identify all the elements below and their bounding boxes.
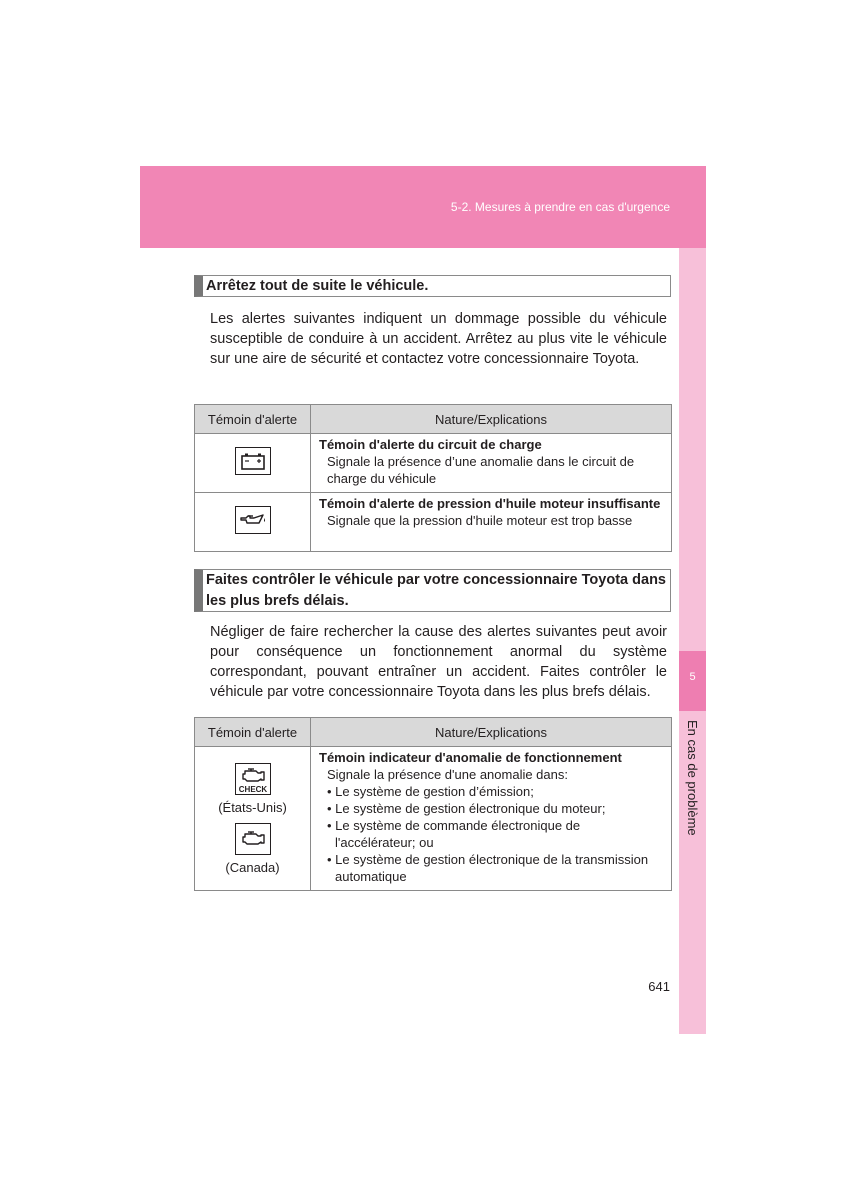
list-item-continuation: l'accélérateur; ou — [335, 835, 434, 850]
section1-heading: Arrêtez tout de suite le véhicule. — [194, 275, 671, 297]
table-header-row — [195, 718, 672, 747]
list-item: • Le système de commande électronique de — [327, 818, 581, 833]
column-header-explanation: Nature/Explications — [311, 718, 672, 747]
indicator-description: Signale que la pression d'huile moteur est trop basse — [327, 513, 633, 528]
explanation-cell — [311, 747, 672, 891]
header-band — [140, 166, 706, 248]
check-text: CHECK — [238, 785, 267, 794]
column-header-indicator: Témoin d'alerte — [195, 718, 311, 747]
indicator-title: Témoin d'alerte du circuit de charge — [319, 437, 542, 452]
section1-intro: Les alertes suivantes indiquent un dommage possible du véhicule susceptible de conduire à un accident. Arrêtez au plus vite le véhicule sur une aire de sécurité et contactez votre concessionnaire Toyota. — [210, 311, 667, 367]
table-row — [195, 434, 672, 493]
list-item: • Le système de gestion électronique du moteur; — [327, 801, 606, 816]
section2-heading: Faites contrôler le véhicule par votre concessionnaire Toyota dans les plus brefs délais. — [194, 569, 671, 612]
side-tab — [679, 248, 706, 1034]
section-title: 5-2. Mesures à prendre en cas d'urgence — [450, 200, 670, 214]
indicator-title: Témoin indicateur d'anomalie de fonctionnement — [319, 750, 622, 765]
indicator-cell — [195, 747, 311, 891]
list-item: • Le système de gestion électronique de la transmission — [327, 852, 649, 867]
section1-warning-table — [194, 404, 672, 552]
battery-icon — [235, 447, 271, 475]
icon-caption-canada: (Canada) — [225, 860, 280, 875]
engine-icon — [235, 823, 271, 855]
column-header-indicator: Témoin d'alerte — [195, 405, 311, 434]
indicator-cell — [195, 434, 311, 493]
table-row — [195, 493, 672, 552]
check-engine-icon — [235, 763, 271, 795]
indicator-cell — [195, 493, 311, 552]
indicator-description: Signale la présence d’une anomalie dans le circuit de charge du véhicule — [327, 454, 635, 486]
explanation-cell — [311, 493, 672, 552]
chapter-number-tab[interactable]: 5 — [679, 651, 706, 711]
icon-caption-us: (États-Unis) — [218, 800, 287, 815]
list-item-continuation: automatique — [335, 869, 407, 884]
section2-intro: Négliger de faire rechercher la cause des alertes suivantes peut avoir pour conséquence un fonctionnement anormal du système correspondant, pouvant entraîner un accident. Faites contrôler le véhicule par votre concessionnaire Toyota dans les plus brefs délais. — [210, 624, 667, 700]
indicator-description: Signale la présence d'une anomalie dans: — [327, 767, 568, 782]
indicator-title: Témoin d'alerte de pression d'huile moteur insuffisante — [319, 496, 661, 511]
oil-can-icon — [235, 506, 271, 534]
section2-warning-table — [194, 717, 672, 891]
table-header-row — [195, 405, 672, 434]
page-number: 641 — [648, 979, 670, 994]
explanation-cell — [311, 434, 672, 493]
list-item: • Le système de gestion d’émission; — [327, 784, 534, 799]
column-header-explanation: Nature/Explications — [311, 405, 672, 434]
chapter-label: En cas de problème — [685, 720, 700, 836]
table-row — [195, 747, 672, 891]
